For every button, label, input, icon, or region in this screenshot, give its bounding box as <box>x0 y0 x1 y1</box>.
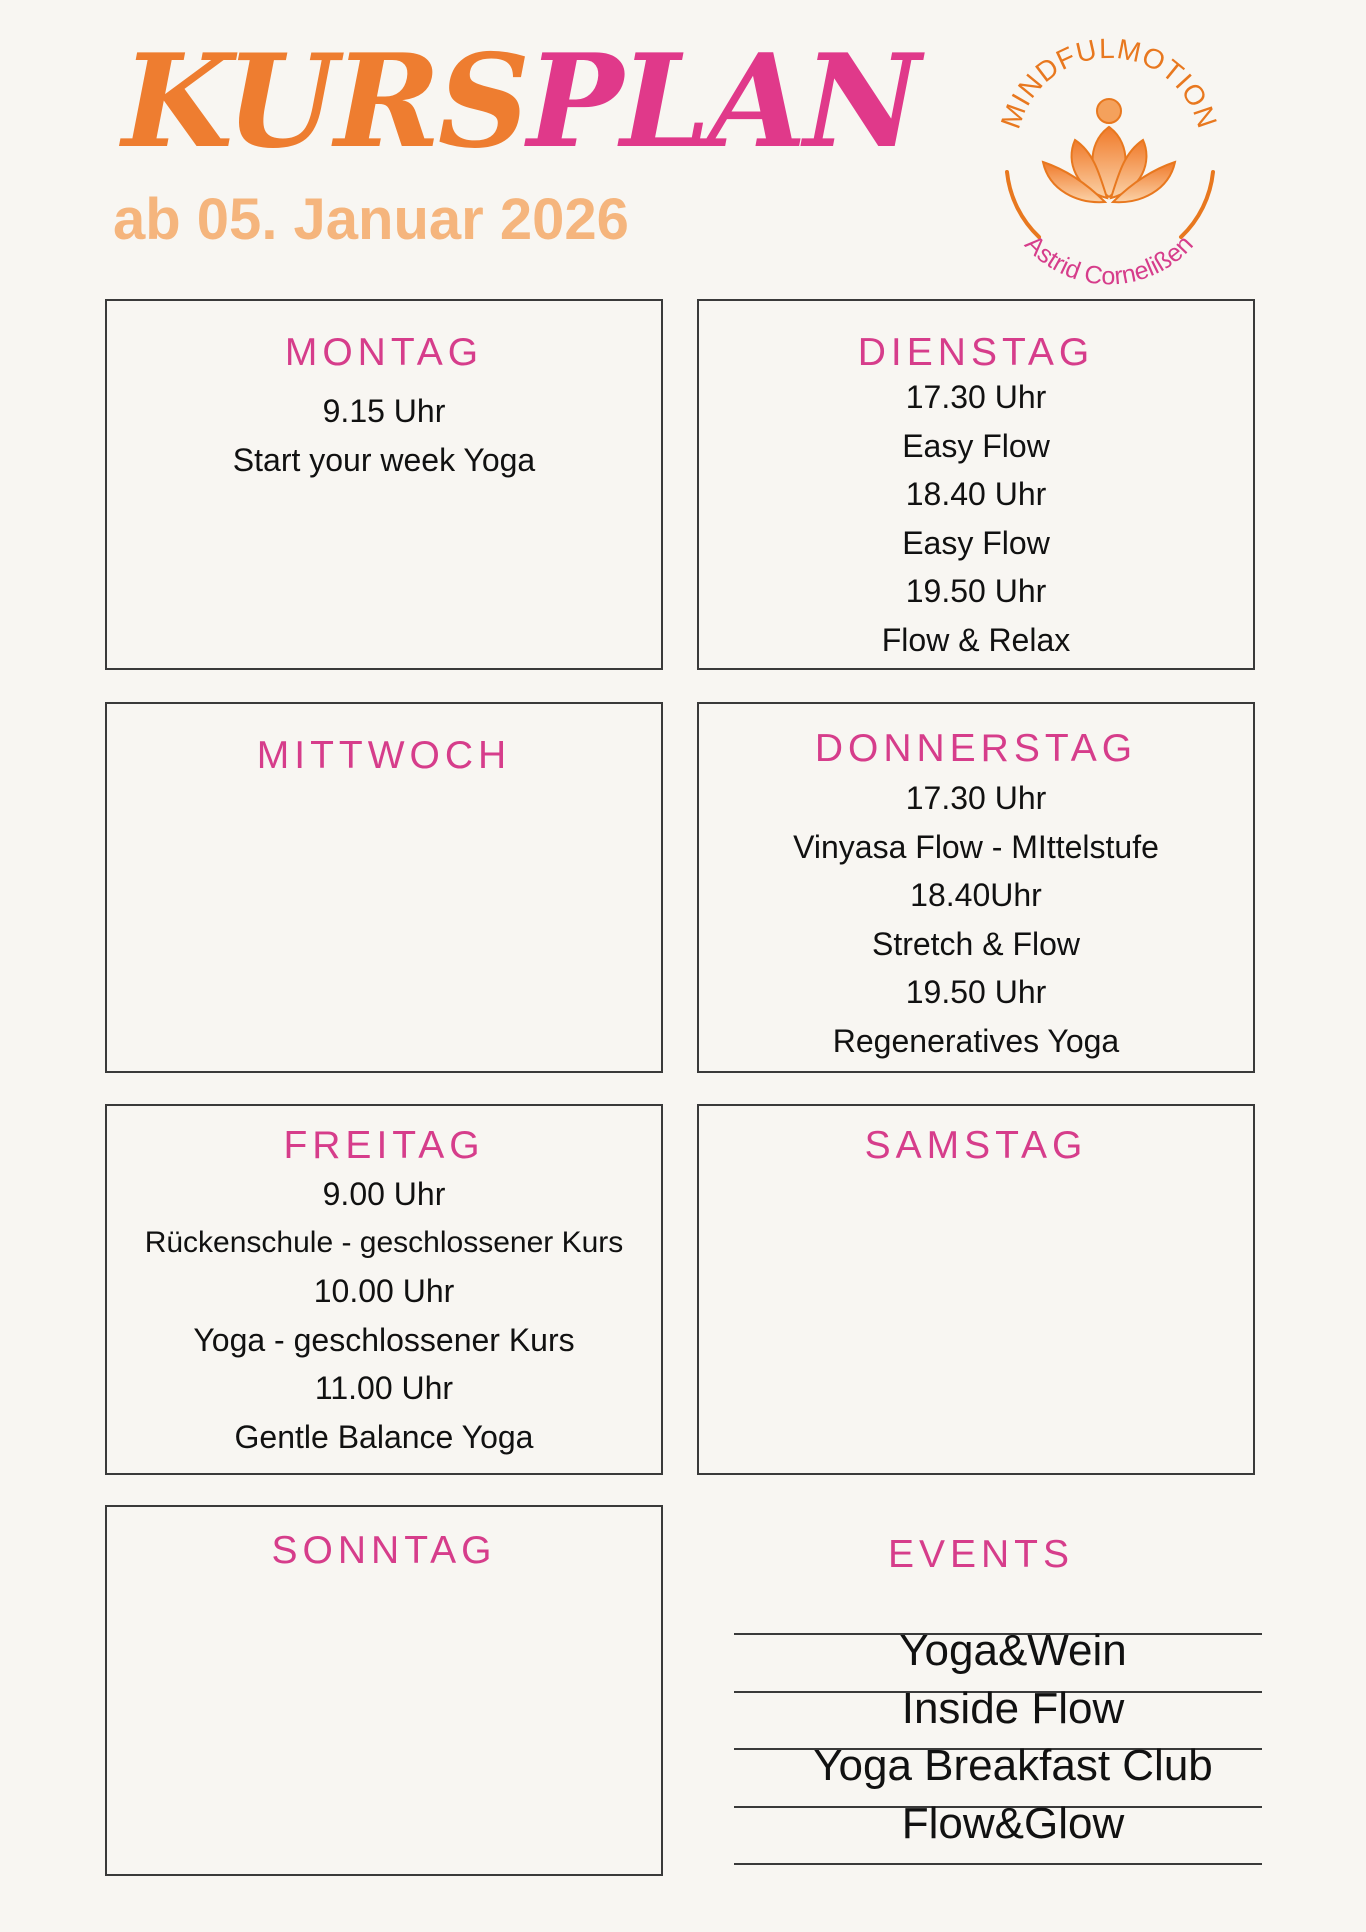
schedule-line: 18.40Uhr <box>910 877 1042 913</box>
schedule-line: Regeneratives Yoga <box>832 1022 1120 1059</box>
schedule-line: Gentle Balance Yoga <box>234 1418 534 1455</box>
logo-name-path: Astrid Cornelißen <box>1019 229 1199 291</box>
logo-ring-left <box>1007 172 1039 237</box>
schedule-line: 17.30 Uhr <box>905 379 1047 415</box>
schedule-line: Stretch & Flow <box>871 925 1081 962</box>
schedule-line: 9.15 Uhr <box>322 393 446 429</box>
schedule-line: 9.00 Uhr <box>322 1176 446 1212</box>
day-heading-mittwoch: MITTWOCH <box>256 734 512 777</box>
events-bottom-rule <box>734 1863 1262 1865</box>
day-card-freitag <box>105 1104 663 1475</box>
event-item <box>734 1741 1262 1806</box>
events-list <box>734 1626 1262 1865</box>
schedule-line: 18.40 Uhr <box>905 476 1047 512</box>
mindfulmotion-logo <box>977 32 1241 292</box>
day-card-dienstag <box>697 299 1255 670</box>
event-label: Yoga Breakfast Club <box>813 1741 1213 1790</box>
event-item <box>734 1626 1262 1691</box>
schedule-line: 11.00 Uhr <box>314 1370 454 1406</box>
logo-brand-path: MINDFULMOTION <box>994 32 1224 133</box>
schedule-line: Flow & Relax <box>881 621 1071 658</box>
title-part-kurs: KURS <box>122 27 528 177</box>
schedule-line: 19.50 Uhr <box>905 573 1047 609</box>
schedule-line: 10.00 Uhr <box>313 1273 455 1309</box>
event-item <box>734 1798 1262 1864</box>
schedule-line: Yoga - geschlossener Kurs <box>193 1321 575 1358</box>
day-heading-montag: MONTAG <box>284 331 484 374</box>
event-label: Flow&Glow <box>901 1798 1125 1848</box>
page-title <box>122 27 918 177</box>
day-heading-freitag: FREITAG <box>283 1124 485 1167</box>
event-item <box>734 1683 1262 1749</box>
day-heading-samstag: SAMSTAG <box>864 1124 1088 1167</box>
events-heading: EVENTS <box>887 1533 1075 1576</box>
lotus-icon <box>1043 99 1175 202</box>
event-label: Inside Flow <box>901 1683 1125 1733</box>
schedule-line: Rückenschule - geschlossener Kurs <box>144 1225 624 1259</box>
logo-name-text <box>1019 230 1198 291</box>
day-heading-donnerstag: DONNERSTAG <box>814 727 1138 770</box>
title-part-plan: PLAN <box>527 27 918 177</box>
day-heading-sonntag: SONNTAG <box>271 1529 497 1572</box>
schedule-line: 19.50 Uhr <box>905 974 1047 1010</box>
event-label: Yoga&Wein <box>899 1626 1127 1675</box>
schedule-line: Easy Flow <box>902 524 1050 561</box>
schedule-line: 17.30 Uhr <box>905 780 1047 816</box>
schedule-line: Start your week Yoga <box>232 441 536 478</box>
day-card-donnerstag <box>697 702 1255 1073</box>
logo-ring-right <box>1181 172 1213 237</box>
day-card-mittwoch <box>105 702 663 1073</box>
day-card-montag <box>105 299 663 670</box>
day-card-sonntag <box>105 1505 663 1876</box>
day-heading-dienstag: DIENSTAG <box>857 331 1095 374</box>
page-subtitle: ab 05. Januar 2026 <box>113 187 629 252</box>
day-card-samstag <box>697 1104 1255 1475</box>
schedule-line: Vinyasa Flow - MIttelstufe <box>793 828 1159 865</box>
schedule-line: Easy Flow <box>902 427 1050 464</box>
